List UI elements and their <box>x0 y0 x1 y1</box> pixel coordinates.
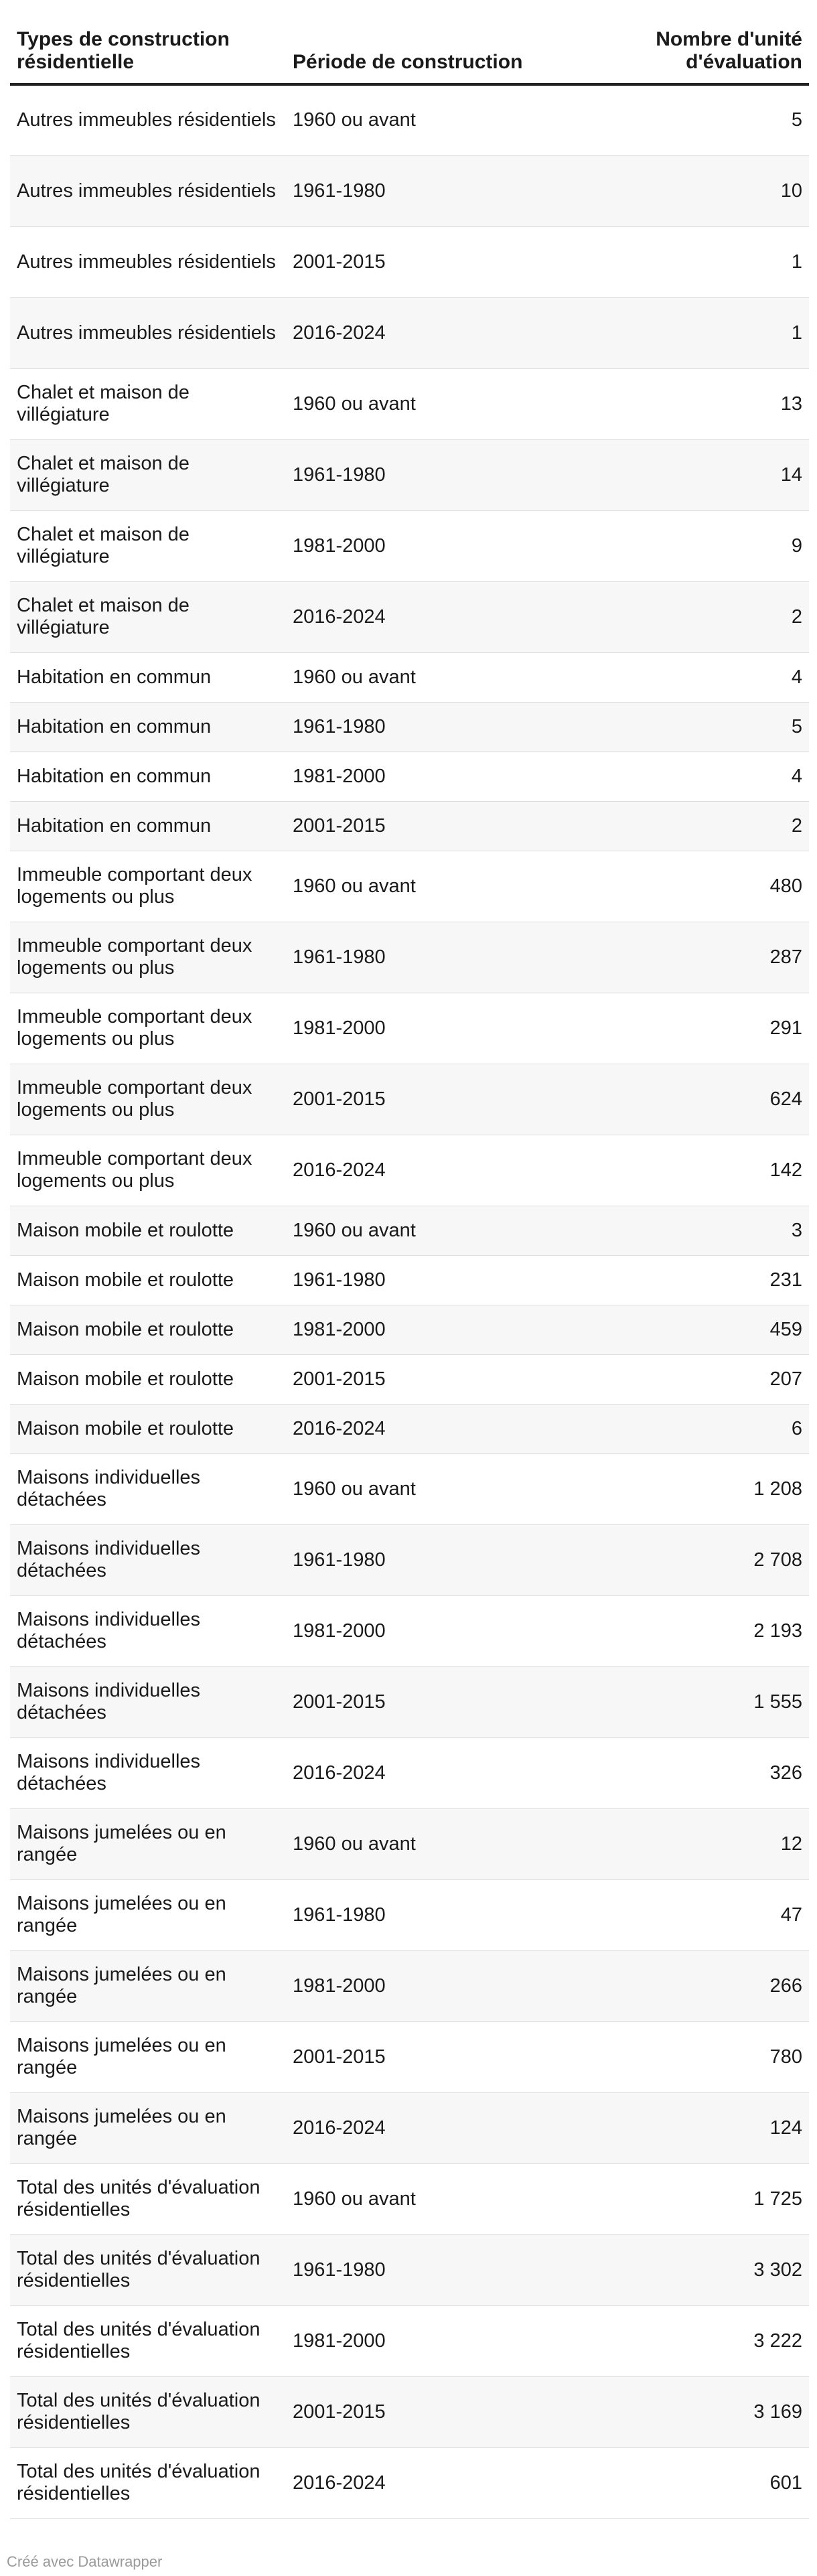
cell-period: 1981-2000 <box>286 752 567 801</box>
table-row <box>10 297 809 368</box>
cell-period: 1981-2000 <box>286 1305 567 1354</box>
cell-period: 1981-2000 <box>286 2305 567 2376</box>
cell-count: 6 <box>567 1404 809 1453</box>
table-row <box>10 439 809 510</box>
cell-type: Autres immeubles résidentiels <box>10 226 286 297</box>
cell-count: 459 <box>567 1305 809 1354</box>
cell-type: Maison mobile et roulotte <box>10 1255 286 1305</box>
cell-period: 1961-1980 <box>286 155 567 226</box>
cell-type: Habitation en commun <box>10 652 286 702</box>
cell-type: Immeuble comportant deux logements ou plus <box>10 851 286 922</box>
cell-period: 2016-2024 <box>286 1404 567 1453</box>
column-header-type[interactable]: Types de construction résidentielle <box>10 27 286 84</box>
cell-type: Maisons individuelles détachées <box>10 1737 286 1808</box>
table-row <box>10 2163 809 2234</box>
cell-period: 1960 ou avant <box>286 1206 567 1255</box>
table-row <box>10 1135 809 1206</box>
table-row <box>10 801 809 851</box>
cell-type: Chalet et maison de villégiature <box>10 581 286 652</box>
table-row <box>10 510 809 581</box>
table-row <box>10 1595 809 1666</box>
table-row <box>10 1808 809 1879</box>
cell-count: 1 208 <box>567 1453 809 1524</box>
cell-period: 2016-2024 <box>286 297 567 368</box>
cell-type: Maison mobile et roulotte <box>10 1206 286 1255</box>
cell-type: Maison mobile et roulotte <box>10 1404 286 1453</box>
cell-period: 2001-2015 <box>286 801 567 851</box>
cell-type: Maisons individuelles détachées <box>10 1524 286 1595</box>
table-row <box>10 1879 809 1950</box>
cell-count: 3 222 <box>567 2305 809 2376</box>
cell-period: 1961-1980 <box>286 1879 567 1950</box>
cell-period: 1981-2000 <box>286 1595 567 1666</box>
cell-type: Habitation en commun <box>10 752 286 801</box>
table-row <box>10 368 809 439</box>
cell-period: 1960 ou avant <box>286 851 567 922</box>
cell-period: 1960 ou avant <box>286 1808 567 1879</box>
cell-type: Chalet et maison de villégiature <box>10 510 286 581</box>
cell-count: 287 <box>567 922 809 993</box>
table-row <box>10 851 809 922</box>
cell-period: 2016-2024 <box>286 1135 567 1206</box>
cell-type: Habitation en commun <box>10 801 286 851</box>
cell-period: 1961-1980 <box>286 439 567 510</box>
cell-count: 14 <box>567 439 809 510</box>
table-row <box>10 2092 809 2163</box>
cell-count: 207 <box>567 1354 809 1404</box>
table-row <box>10 2376 809 2447</box>
cell-period: 2001-2015 <box>286 1666 567 1737</box>
header-row <box>10 27 809 84</box>
cell-period: 2001-2015 <box>286 2021 567 2092</box>
table-row <box>10 155 809 226</box>
table-row <box>10 702 809 752</box>
cell-count: 291 <box>567 993 809 1064</box>
cell-count: 780 <box>567 2021 809 2092</box>
cell-type: Habitation en commun <box>10 702 286 752</box>
table-row <box>10 1305 809 1354</box>
cell-count: 2 708 <box>567 1524 809 1595</box>
cell-count: 601 <box>567 2447 809 2518</box>
cell-type: Maisons jumelées ou en rangée <box>10 1879 286 1950</box>
table-row <box>10 84 809 155</box>
cell-type: Immeuble comportant deux logements ou plus <box>10 993 286 1064</box>
table-row <box>10 1064 809 1135</box>
cell-count: 480 <box>567 851 809 922</box>
cell-count: 2 <box>567 581 809 652</box>
cell-period: 1961-1980 <box>286 2234 567 2305</box>
table-row <box>10 2305 809 2376</box>
cell-type: Maisons jumelées ou en rangée <box>10 2021 286 2092</box>
cell-type: Maisons individuelles détachées <box>10 1453 286 1524</box>
cell-count: 1 <box>567 226 809 297</box>
cell-type: Chalet et maison de villégiature <box>10 439 286 510</box>
table-row <box>10 1354 809 1404</box>
cell-count: 3 302 <box>567 2234 809 2305</box>
cell-period: 1961-1980 <box>286 1524 567 1595</box>
cell-count: 4 <box>567 652 809 702</box>
cell-type: Autres immeubles résidentiels <box>10 297 286 368</box>
cell-count: 5 <box>567 702 809 752</box>
cell-period: 1960 ou avant <box>286 2163 567 2234</box>
cell-count: 3 169 <box>567 2376 809 2447</box>
column-header-period[interactable]: Période de construction <box>286 27 567 84</box>
table-body <box>10 84 809 2518</box>
data-table-container <box>10 27 809 2519</box>
datawrapper-credit[interactable]: Créé avec Datawrapper <box>7 2553 163 2570</box>
cell-type: Autres immeubles résidentiels <box>10 84 286 155</box>
cell-period: 1960 ou avant <box>286 652 567 702</box>
cell-type: Immeuble comportant deux logements ou plus <box>10 1135 286 1206</box>
cell-type: Total des unités d'évaluation résidentielles <box>10 2376 286 2447</box>
cell-count: 231 <box>567 1255 809 1305</box>
cell-type: Total des unités d'évaluation résidentielles <box>10 2234 286 2305</box>
cell-period: 1981-2000 <box>286 510 567 581</box>
table-row <box>10 752 809 801</box>
cell-count: 9 <box>567 510 809 581</box>
cell-period: 2016-2024 <box>286 581 567 652</box>
table-row <box>10 2021 809 2092</box>
cell-type: Maison mobile et roulotte <box>10 1354 286 1404</box>
cell-type: Immeuble comportant deux logements ou plus <box>10 1064 286 1135</box>
cell-count: 1 725 <box>567 2163 809 2234</box>
cell-count: 266 <box>567 1950 809 2021</box>
cell-period: 1960 ou avant <box>286 1453 567 1524</box>
cell-period: 1961-1980 <box>286 922 567 993</box>
cell-count: 3 <box>567 1206 809 1255</box>
table-header <box>10 27 809 84</box>
cell-type: Maisons jumelées ou en rangée <box>10 1808 286 1879</box>
cell-type: Maison mobile et roulotte <box>10 1305 286 1354</box>
table-row <box>10 2447 809 2518</box>
cell-type: Total des unités d'évaluation résidentielles <box>10 2163 286 2234</box>
cell-count: 624 <box>567 1064 809 1135</box>
cell-count: 2 <box>567 801 809 851</box>
cell-type: Maisons jumelées ou en rangée <box>10 2092 286 2163</box>
cell-period: 2001-2015 <box>286 1354 567 1404</box>
table-row <box>10 652 809 702</box>
cell-period: 2016-2024 <box>286 2092 567 2163</box>
cell-type: Maisons jumelées ou en rangée <box>10 1950 286 2021</box>
cell-type: Maisons individuelles détachées <box>10 1666 286 1737</box>
cell-type: Total des unités d'évaluation résidentielles <box>10 2447 286 2518</box>
cell-count: 47 <box>567 1879 809 1950</box>
cell-type: Chalet et maison de villégiature <box>10 368 286 439</box>
cell-period: 1961-1980 <box>286 702 567 752</box>
cell-period: 1981-2000 <box>286 993 567 1064</box>
cell-period: 2016-2024 <box>286 2447 567 2518</box>
table-row <box>10 1950 809 2021</box>
cell-count: 4 <box>567 752 809 801</box>
table-row <box>10 226 809 297</box>
cell-type: Maisons individuelles détachées <box>10 1595 286 1666</box>
table-row <box>10 993 809 1064</box>
table-row <box>10 1404 809 1453</box>
cell-count: 2 193 <box>567 1595 809 1666</box>
cell-count: 10 <box>567 155 809 226</box>
table-row <box>10 1737 809 1808</box>
cell-type: Immeuble comportant deux logements ou plus <box>10 922 286 993</box>
cell-count: 1 555 <box>567 1666 809 1737</box>
table-row <box>10 922 809 993</box>
table-row <box>10 1453 809 1524</box>
cell-period: 1960 ou avant <box>286 84 567 155</box>
cell-count: 326 <box>567 1737 809 1808</box>
cell-period: 2016-2024 <box>286 1737 567 1808</box>
cell-count: 5 <box>567 84 809 155</box>
cell-type: Autres immeubles résidentiels <box>10 155 286 226</box>
cell-count: 142 <box>567 1135 809 1206</box>
cell-period: 1961-1980 <box>286 1255 567 1305</box>
table-row <box>10 581 809 652</box>
cell-period: 1960 ou avant <box>286 368 567 439</box>
column-header-count[interactable]: Nombre d'unité d'évaluation <box>567 27 809 84</box>
cell-count: 12 <box>567 1808 809 1879</box>
table-row <box>10 2234 809 2305</box>
cell-type: Total des unités d'évaluation résidentielles <box>10 2305 286 2376</box>
cell-count: 124 <box>567 2092 809 2163</box>
table-row <box>10 1666 809 1737</box>
table-row <box>10 1255 809 1305</box>
cell-period: 2001-2015 <box>286 2376 567 2447</box>
table-row <box>10 1206 809 1255</box>
cell-count: 13 <box>567 368 809 439</box>
cell-period: 2001-2015 <box>286 226 567 297</box>
cell-count: 1 <box>567 297 809 368</box>
cell-period: 2001-2015 <box>286 1064 567 1135</box>
data-table <box>10 27 809 2519</box>
cell-period: 1981-2000 <box>286 1950 567 2021</box>
table-row <box>10 1524 809 1595</box>
